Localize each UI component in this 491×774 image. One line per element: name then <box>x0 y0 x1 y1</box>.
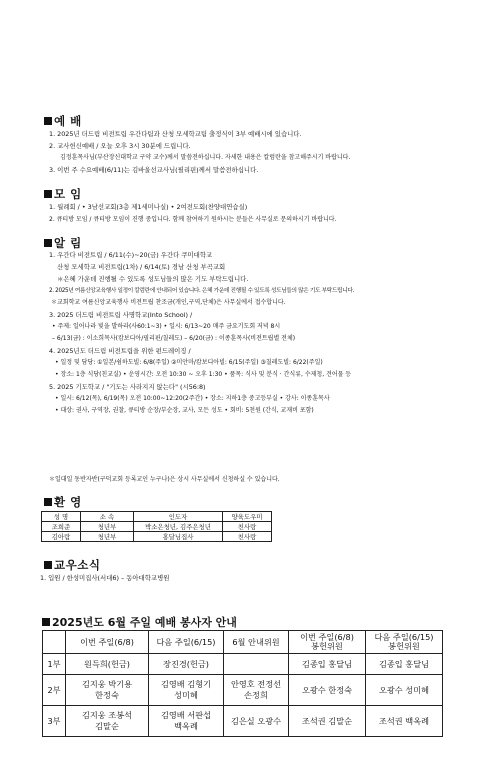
table-header-cell: 이번 주일(6/8) <box>66 631 149 654</box>
servants-heading: 2025년도 6월 주일 예배 봉사자 안내 <box>42 614 237 630</box>
notice-item: 1. 우간다 비전트립 / 6/11(수)~20(금) 우간다 쿠미대학교 <box>49 251 213 259</box>
table-cell: 조석권 김말순 <box>289 706 366 737</box>
notice-item: 산청 모세학교 비전트립(1차) / 6/14(토) 경남 산청 부곡교회 <box>57 263 226 271</box>
news-item: 1. 입원 / 한성미집사(서대6) – 동아대학교병원 <box>40 574 170 582</box>
table-cell: 3부 <box>43 706 66 737</box>
table-cell: 박소은청년, 김주은청년 <box>134 522 223 532</box>
servants-table <box>42 630 443 737</box>
table-cell: 김종입 홍달님 <box>289 654 366 675</box>
notice-item: – 6/13(금) : 이소희목사(캄보디아/필리핀/칠레도) – 6/20(금) : 이종훈목사(비전트립별 전체) <box>52 335 296 342</box>
welcome-table <box>41 511 272 542</box>
table-header-cell: 소 속 <box>81 512 134 522</box>
square-bullet-icon <box>44 561 52 569</box>
table-cell: 친사랑 <box>223 532 272 542</box>
table-row <box>42 522 272 532</box>
table-header-cell: 다음 주일(6/15) <box>149 631 224 654</box>
notice-item: • 일시: 6/12(목), 6/19(목) 오전 10:00~12:20(2주간) • 장소: 지하1층 중고등부실 • 강사: 이종훈목사 <box>55 395 330 402</box>
table-cell: 2부 <box>43 675 66 706</box>
square-bullet-icon <box>42 618 50 626</box>
news-heading: 교우소식 <box>44 557 100 573</box>
notice-item: 2. 2025년 여름신앙교육행사 일정이 칼럼란에 안내되어 있습니다. 은혜 가운데 진행될 수 있도록 성도님들의 많은 기도 부탁드립니다. <box>49 288 354 294</box>
table-header-cell: 양육도우미 <box>223 512 272 522</box>
table-cell: 청년부 <box>81 532 134 542</box>
square-bullet-icon <box>44 498 52 506</box>
table-header-cell: 다음 주일(6/15) 봉헌위원 <box>366 631 443 654</box>
square-bullet-icon <box>44 190 52 198</box>
notice-item: 5. 2025 기도학교 / "기도는 사라지지 않는다" (시56:8) <box>49 383 206 391</box>
table-cell: 1부 <box>43 654 66 675</box>
notice-item: 3. 2025 더드림 비전트립 사명학교(Into School) / <box>49 311 193 319</box>
worship-heading: 예 배 <box>44 113 82 129</box>
notice-item: ＊교회학교 여름신앙교육행사 비전트립 찬조금(개인,구역,단체)은 사무실에서 접수합니다. <box>51 299 286 306</box>
table-header-cell: 6월 안내위원 <box>224 631 289 654</box>
table-cell: 김아람 <box>42 532 81 542</box>
table-cell: 김종입 홍달님 <box>366 654 443 675</box>
notice-heading: 알 림 <box>44 235 82 251</box>
table-cell: 김영배 김형기 성미혜 <box>149 675 224 706</box>
table-cell: 조희준 <box>42 522 81 532</box>
worship-item: 2. 교사헌신예배 / 오늘 오후 3시 30분에 드립니다. <box>49 142 191 150</box>
meeting-heading: 모 임 <box>44 186 82 202</box>
table-row <box>43 706 443 737</box>
notice-item: 4. 2025년도 더드림 비전트립을 위한 펀드레이징 / <box>49 347 191 355</box>
table-header-cell: 이번 주일(6/8) 봉헌위원 <box>289 631 366 654</box>
table-cell: 청년부 <box>81 522 134 532</box>
notice-item: • 장소: 1층 식당(친교실) • 운영시간: 오전 10:30 ~ 오후 1:30 • 품목: 식사 및 분식 · 간식류, 수제청, 견어물 등 <box>55 371 352 378</box>
square-bullet-icon <box>44 239 52 247</box>
table-cell: 김영배 서판섭 백옥례 <box>149 706 224 737</box>
table-header-cell <box>43 631 66 654</box>
table-cell: 오광수 성미혜 <box>366 675 443 706</box>
table-cell: 오광수 한정숙 <box>289 675 366 706</box>
table-header-row <box>43 631 443 654</box>
worship-item: 3. 이번 주 수요예배(6/11)는 김바울선교사님(필리핀)께서 말씀전하십니다. <box>49 166 259 174</box>
worship-item: 1. 2025년 더드림 비전트립 우간다팀과 산청 모세학교팀 출정식이 3부 예배시에 있습니다. <box>49 130 302 138</box>
notice-item: • 주제: 일어나라 빛을 발하라(사60:1~3) • 일시: 6/13~20 매주 금요기도회 저녁 8시 <box>52 323 281 330</box>
meeting-item: 2. 큐티방 모임 / 큐티방 모임이 진행 중입니다. 함께 참여하기 원하시는 분들은 사무실로 문의하시기 바랍니다. <box>49 216 337 223</box>
table-header-row <box>42 512 272 522</box>
table-cell <box>224 654 289 675</box>
notice-item: • 대상: 권사, 구역장, 권찰, 큐티방 순장/부순장, 교사, 모든 성도 • 회비: 5천원 (간식, 교재비 포함) <box>55 407 314 414</box>
table-cell: 조석권 백옥례 <box>366 706 443 737</box>
table-cell: 장진경(헌금) <box>149 654 224 675</box>
table-header-cell: 성 명 <box>42 512 81 522</box>
table-header-cell: 인도자 <box>134 512 223 522</box>
meeting-item: 1. 월례회 / • 3남선교회(3층 제1세미나실) • 2여전도회(찬양대연습실) <box>49 203 248 211</box>
table-cell: 친사랑 <box>223 522 272 532</box>
table-cell: 원득희(헌금) <box>66 654 149 675</box>
welcome-heading: 환 영 <box>44 494 82 510</box>
table-cell: 안영호 전정선 손정희 <box>224 675 289 706</box>
table-cell: 홍달님집사 <box>134 532 223 542</box>
worship-item: 김정훈목사님(부산장신대학교 구약 교수)께서 말씀전하십니다. 자세한 내용은 칼럼란을 참고해주시기 바랍니다. <box>60 154 351 161</box>
table-row <box>43 654 443 675</box>
notice-footnote: ＊일대일 동반자반(구덕교회 등록교인 누구나)은 상시 사무실에서 신청하실 수 있습니다. <box>49 476 280 483</box>
table-row <box>43 675 443 706</box>
table-cell: 김은실 오광수 <box>224 706 289 737</box>
notice-item: ＊은혜 가운데 진행될 수 있도록 성도님들의 많은 기도 부탁드립니다. <box>57 275 249 283</box>
square-bullet-icon <box>44 117 52 125</box>
table-cell: 김지웅 조봉석 김말순 <box>66 706 149 737</box>
table-cell: 김지웅 박기용 한정숙 <box>66 675 149 706</box>
table-row <box>42 532 272 542</box>
notice-item: • 일정 및 담당: ①일본/쉼하도빌: 6/8(주일) ②미안마/캄보디아빌: 6/15(주일) ③칠레도빌: 6/22(주일) <box>55 359 323 366</box>
